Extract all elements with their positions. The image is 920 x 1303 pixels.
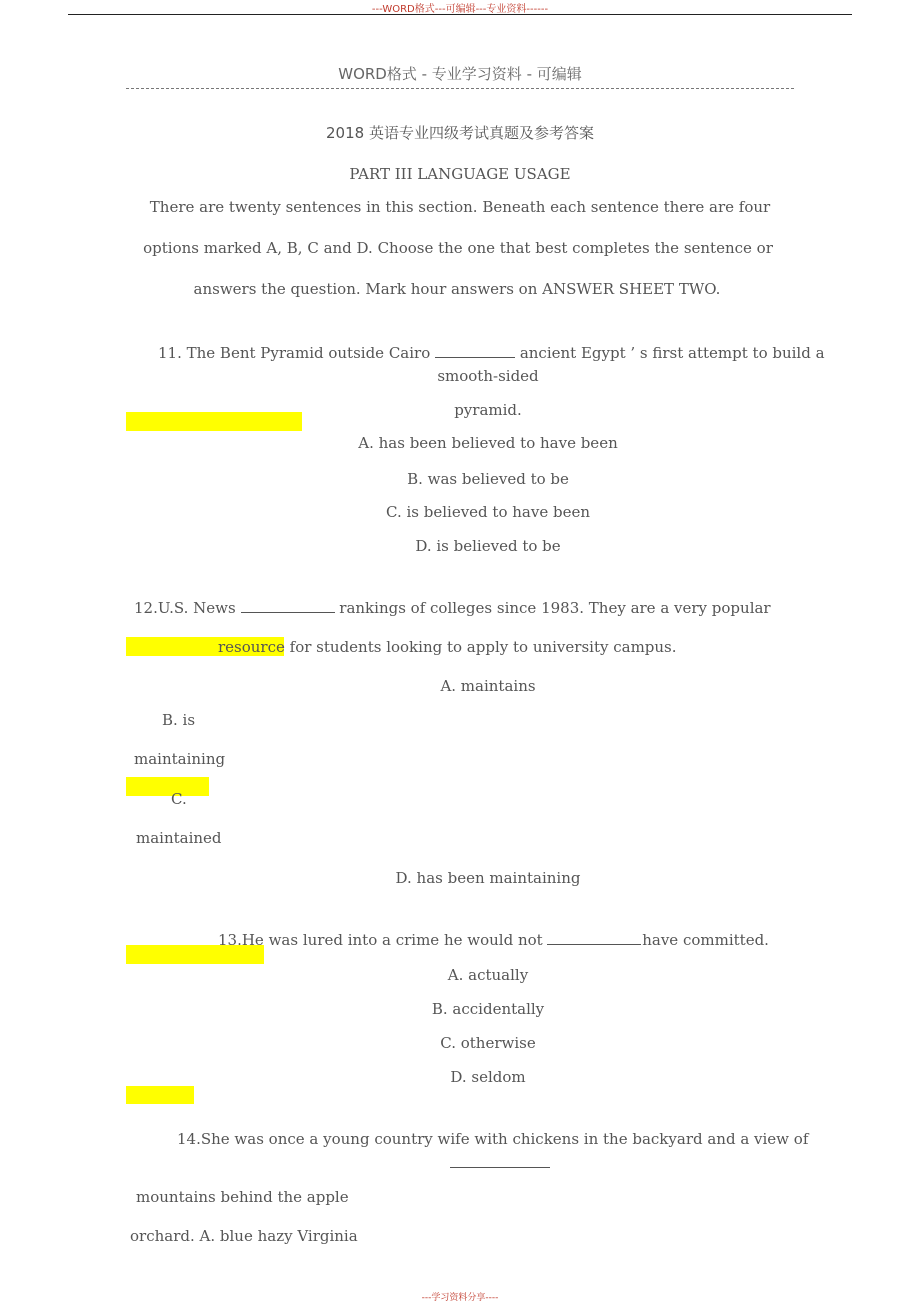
q13-stem-part-b: have committed. — [642, 931, 769, 949]
q13-stem-part-a: 13.He was lured into a crime he would not — [218, 931, 543, 949]
q14-blank — [450, 1167, 550, 1168]
subtitle-rule — [126, 88, 794, 89]
q13-option-b: B. accidentally — [431, 1000, 545, 1018]
top-banner: ---WORD格式---可编辑---专业资料------ — [371, 4, 549, 15]
q14-stem-line: 14.She was once a young country wife with chickens in the backyard and a view of — [177, 1130, 809, 1148]
q11-stem-line — [158, 344, 825, 362]
q11-stem-part-a: 11. The Bent Pyramid outside Cairo — [158, 344, 431, 362]
highlight-mark — [126, 777, 209, 796]
q13-option-d: D. seldom — [450, 1068, 526, 1086]
highlight-mark — [126, 1086, 194, 1104]
q12-option-b-line-2: maintaining — [134, 750, 226, 768]
q14-stem-continued: mountains behind the apple — [136, 1188, 349, 1206]
q13-option-a: A. actually — [447, 966, 529, 984]
q12-stem-part-b: rankings of colleges since 1983. They are a very popular — [339, 599, 771, 617]
q13-blank — [547, 943, 641, 945]
q12-stem-rest: for students looking to apply to university campus. — [284, 638, 677, 656]
instruction-line-1: There are twenty sentences in this section. Beneath each sentence there are four — [149, 198, 771, 216]
part-title: PART III LANGUAGE USAGE — [349, 165, 571, 183]
q11-stem-continued: smooth-sided — [437, 367, 539, 385]
q12-stem-part-a: 12.U.S. News — [134, 599, 236, 617]
instruction-line-3: answers the question. Mark hour answers on ANSWER SHEET TWO. — [193, 280, 721, 298]
q12-option-d: D. has been maintaining — [395, 869, 581, 887]
q12-option-b-line-1: B. is — [162, 711, 196, 729]
page-footer: ---学习资料分享---- — [421, 1293, 499, 1303]
q11-blank — [435, 356, 515, 358]
top-rule — [68, 14, 852, 15]
q14-stem-option-line: orchard. A. blue hazy Virginia — [130, 1227, 358, 1245]
q11-option-a: A. has been believed to have been — [358, 434, 618, 452]
q12-stem-continued — [218, 638, 677, 656]
q11-option-b: B. was believed to be — [407, 470, 569, 488]
q13-option-c: C. otherwise — [440, 1034, 536, 1052]
q13-stem-line — [218, 931, 769, 949]
q11-option-d: D. is believed to be — [415, 537, 561, 555]
q12-stem-highlighted-word: resource — [218, 638, 285, 656]
q12-blank — [241, 611, 335, 613]
q12-option-c-line-1: C. — [171, 790, 187, 808]
q12-option-a: A. maintains — [440, 677, 536, 695]
q12-option-c-line-2: maintained — [136, 829, 222, 847]
exam-title: 2018 英语专业四级考试真题及参考答案 — [326, 124, 594, 142]
document-subtitle: WORD格式 - 专业学习资料 - 可编辑 — [338, 65, 582, 83]
instruction-line-2: options marked A, B, C and D. Choose the one that best completes the sentence or — [143, 239, 773, 257]
q11-option-c: C. is believed to have been — [386, 503, 590, 521]
q12-stem-line — [134, 599, 771, 617]
q11-stem-end: pyramid. — [454, 401, 522, 419]
q11-stem-part-b: ancient Egypt ’ s first attempt to build a — [519, 344, 825, 362]
